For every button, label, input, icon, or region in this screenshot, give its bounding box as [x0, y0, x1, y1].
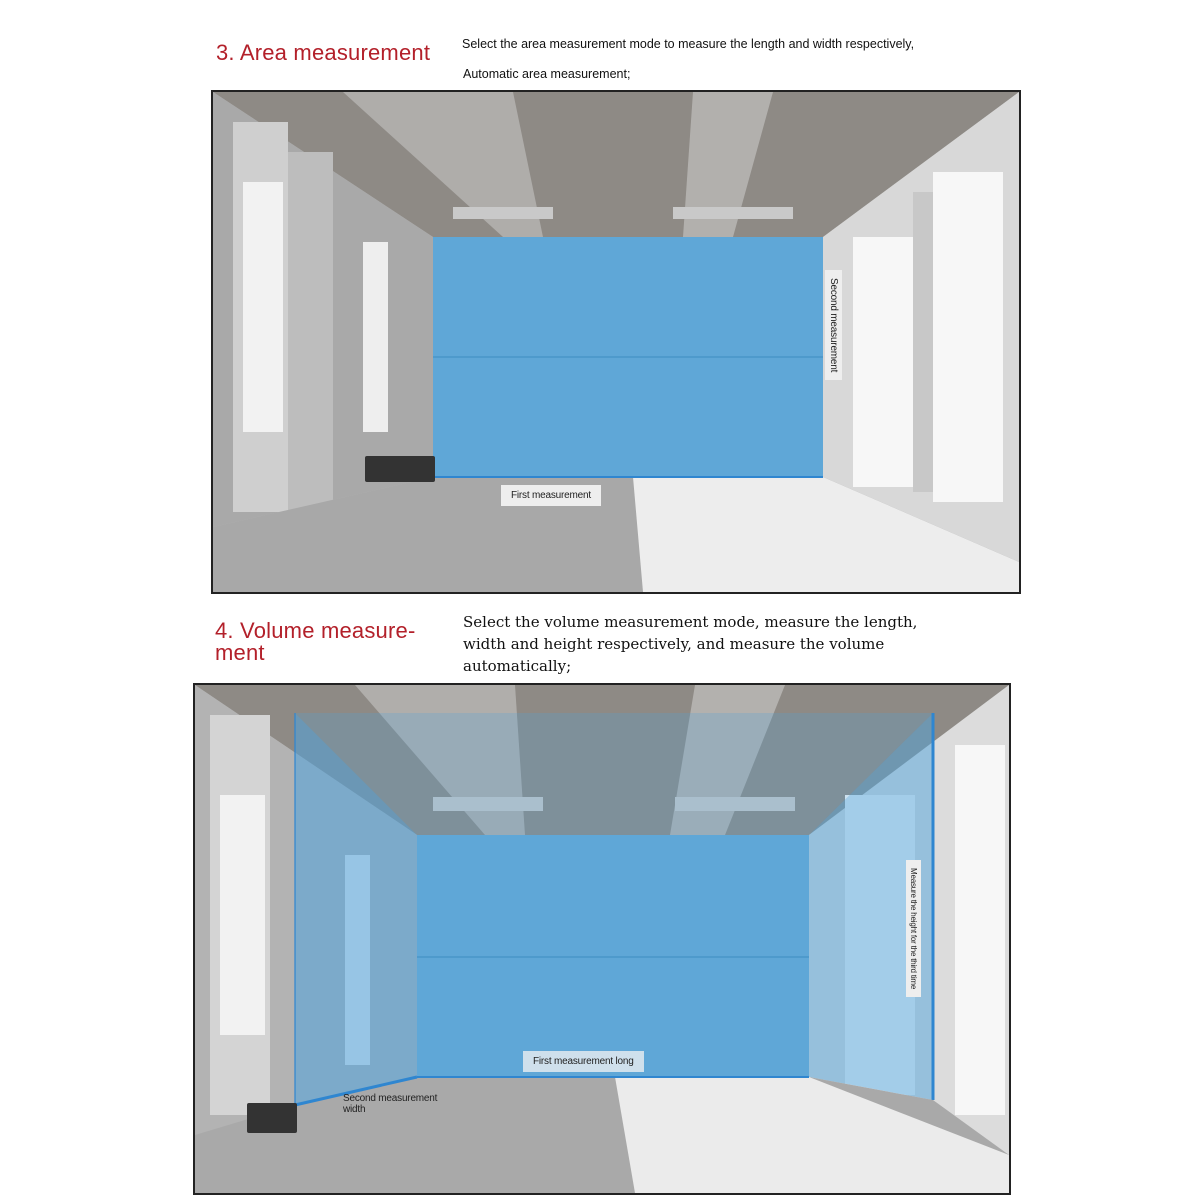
volume-description-line2: width and height respectively, and measure the volume: [463, 635, 885, 653]
area-measurement-illustration: [211, 90, 1021, 594]
first-measurement-long-label: First measurement long: [523, 1051, 644, 1072]
laser-measure-device: [365, 456, 435, 482]
area-description-line2: Automatic area measurement;: [463, 67, 631, 81]
volume-description-line1: Select the volume measurement mode, measure the length,: [463, 613, 918, 631]
area-description-line1: Select the area measurement mode to measure the length and width respectively,: [462, 37, 915, 51]
second-measurement-width-label: [337, 1089, 443, 1119]
second-measurement-label-line2: width: [343, 1104, 366, 1115]
volume-description-line3: automatically;: [463, 657, 572, 675]
second-measurement-label: Second measurement: [825, 270, 842, 380]
second-measurement-label-line1: Second measurement: [343, 1093, 438, 1104]
volume-measurement-heading-line1: 4. Volume measure-: [215, 618, 416, 643]
volume-measurement-illustration: [193, 683, 1011, 1195]
first-measurement-label: First measurement: [501, 485, 601, 506]
third-measurement-height-label: Measure the height for the third time: [906, 860, 921, 997]
volume-measurement-heading-line2: ment: [215, 640, 265, 665]
area-measurement-heading: 3. Area measurement: [216, 40, 431, 65]
laser-measure-device: [247, 1103, 297, 1133]
